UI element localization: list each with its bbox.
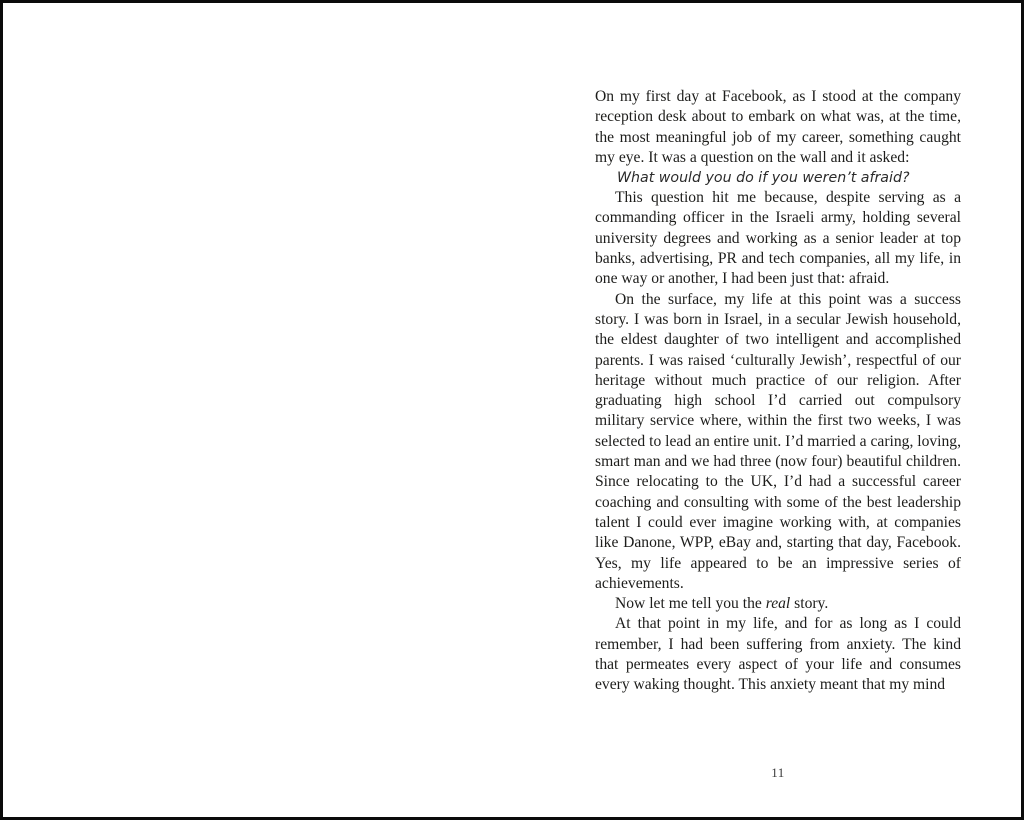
real-story-text-before: Now let me tell you the bbox=[615, 595, 766, 613]
paragraph-question-hit-me: This question hit me because, despite serving as a commanding officer in the Israeli army, holding several university degrees and working as a senior leader at top banks, advertising, PR and tech companies, all my life, in one way or another, I had been just that: afraid. bbox=[595, 189, 961, 288]
facebook-wall-quote: What would you do if you weren’t afraid? bbox=[617, 170, 910, 187]
page-number: 11 bbox=[771, 765, 785, 780]
real-story-text-after: story. bbox=[790, 595, 829, 613]
paragraph-anxiety: At that point in my life, and for as long as I could remember, I had been suffering from anxiety. The kind that permeates every aspect of your life and consumes every waking thought. This anxiety meant that my mind bbox=[595, 615, 961, 694]
real-story-emphasis: real bbox=[765, 595, 791, 613]
paragraph-real-story bbox=[595, 594, 961, 614]
paragraph-success-story: On the surface, my life at this point was a success story. I was born in Israel, in a secular Jewish household, the eldest daughter of two intelligent and accomplished parents. I was raised ‘culturally Jewish’, respectful of our heritage without much practice of our religion. After graduating high school I’d carried out compulsory military service where, within the first two weeks, I was selected to lead an entire unit. I’d married a caring, loving, smart man and we had three (now four) beautiful children. Since relocating to the UK, I’d had a successful career coaching and consulting with some of the best leadership talent I could ever imagine working with, at companies like Danone, WPP, eBay and, starting that day, Facebook. Yes, my life appeared to be an impressive series of achievements. bbox=[595, 290, 961, 592]
paragraph-opening: On my first day at Facebook, as I stood at the company reception desk about to embark on what was, at the time, the most meaningful job of my career, something caught my eye. It was a question on the wall and it asked: bbox=[595, 88, 961, 166]
body-text-column bbox=[595, 87, 961, 696]
